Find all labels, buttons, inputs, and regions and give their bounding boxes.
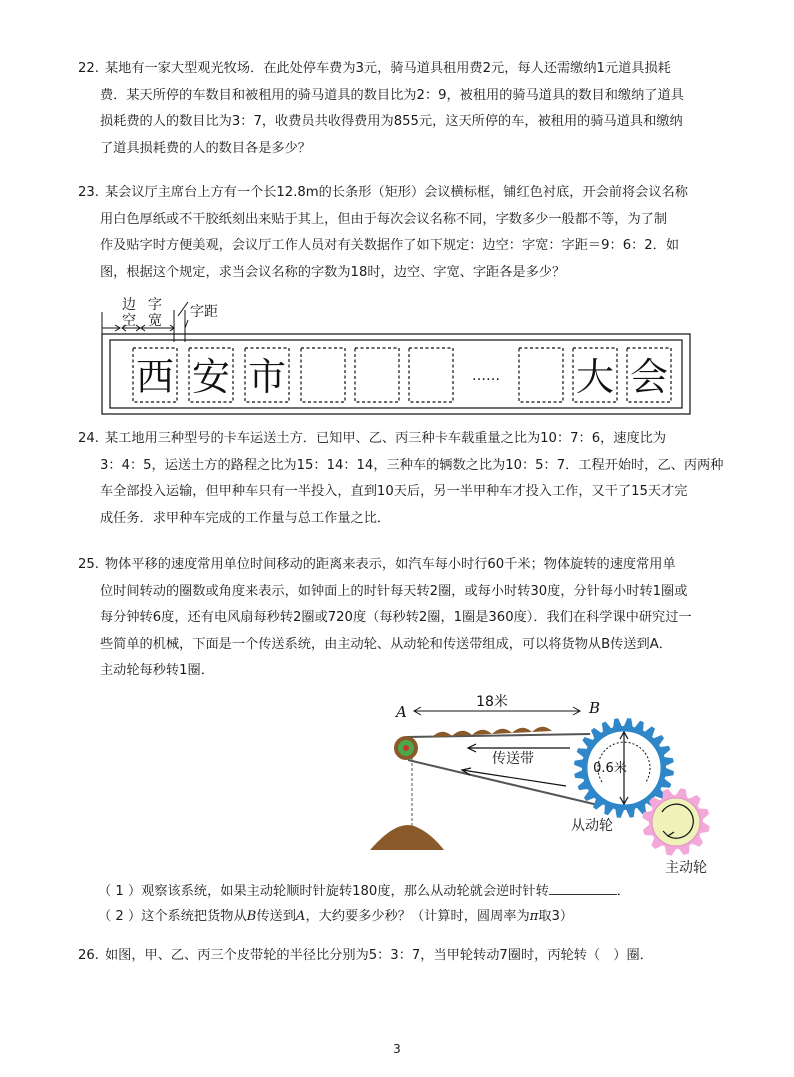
soil-pile — [370, 825, 444, 850]
problem-25-line-4: 些简单的机械，下面是一个传送系统，由主动轮、从动轮和传送带组成，可以将货物从B传送到A． — [100, 636, 672, 652]
problem-25 — [78, 552, 718, 685]
problem-24-line-4: 成任务．求甲种车完成的工作量与总工作量之比． — [100, 510, 391, 526]
label-b: B — [589, 699, 601, 717]
banner-ellipsis: …… — [472, 368, 500, 384]
problem-23-line-2: 用白色厚纸或不干胶纸刻出来贴于其上，但由于每次会议名称不同，字数多少一般都不等，为了制 — [100, 211, 668, 227]
banner-char-3: 市 — [247, 355, 287, 399]
dimension-lines — [102, 302, 188, 342]
problem-25-line-2: 位时间转动的圈数或角度来表示，如钟面上的时针每天转2圈，或每小时转30度，分针每小时转1圈或 — [100, 583, 688, 599]
label-a: A — [396, 703, 407, 721]
problem-24-line-3: 车全部投入运输，但甲种车只有一半投入，直到10天后，另一半甲种车才投入工作，又干了15天才完 — [100, 484, 688, 499]
label-kong: 空 — [122, 313, 136, 329]
problem-26-line-1: 26. 如图，甲、乙、丙三个皮带轮的半径比分别为5：3：7，当甲轮转动7圈时，丙轮转（ ）圈． — [78, 948, 653, 963]
page-number: 3 — [393, 1042, 401, 1056]
problem-22 — [78, 56, 718, 162]
dimension-labels — [122, 297, 218, 329]
problem-23-line-1: 23. 某会议厅主席台上方有一个长12.8m的长条形（矩形）会议横标框，铺红色衬底，开会前将会议名称 — [78, 185, 688, 200]
problem-number: 24. — [78, 431, 99, 446]
banner-char-1: 西 — [135, 355, 175, 399]
problem-24 — [78, 426, 724, 532]
char-box-7 — [519, 348, 563, 402]
pulley-a-axle — [403, 745, 409, 751]
belt-arrow-lower — [462, 770, 566, 786]
problem-22-line-3: 损耗费的人的数目比为3：7，收费员共收得费用为855元，这天所停的车，被租用的骑马道具和缴纳 — [100, 114, 683, 129]
problem-23-line-4: 图，根据这个规定，求当会议名称的字数为18时，边空、字宽、字距各是多少？ — [100, 264, 566, 280]
problem-25-line-1: 25. 物体平移的速度常用单位时间移动的距离来表示，如汽车每小时行60千米；物体旋转的速度常用单 — [78, 557, 676, 572]
label-ziju: 字距 — [190, 304, 218, 320]
problem-25-line-3: 每分钟转6度，还有电风扇每秒转2圈或720度（每秒转2圈，1圈是360度）．我们在科学课中研究过一 — [100, 610, 692, 625]
banner-chars — [136, 355, 668, 399]
problem-number: 25. — [78, 557, 99, 572]
char-box-4 — [301, 348, 345, 402]
label-bian: 边 — [122, 297, 136, 313]
label-kuan: 宽 — [148, 313, 162, 329]
problem-22-line-1: 22. 某地有一家大型观光牧场．在此处停车费为3元，骑马道具租用费2元，每人还需缴纳1元道具损耗 — [78, 61, 671, 76]
problem-number: 26. — [78, 948, 99, 963]
driving-wheel-label: 主动轮 — [665, 860, 707, 876]
problem-24-line-1: 24. 某工地用三种型号的卡车运送土方．已知甲、乙、丙三种卡车载重量之比为10：7：6，速度比为 — [78, 431, 667, 446]
problem-26 — [78, 943, 718, 970]
banner-char-2: 安 — [191, 355, 231, 399]
problem-25-question-2: （ 2 ）这个系统把货物从B传送到A，大约要多少秒？（计算时，圆周率为π取3） — [98, 909, 574, 924]
diameter-label: 0.6米 — [593, 761, 627, 776]
problem-23-line-3: 作及贴字时方便美观，会议厅工作人员对有关数据作了如下规定：边空：字宽：字距＝9：6：2．如 — [100, 238, 680, 253]
conveyor-figure — [370, 690, 730, 880]
problem-23 — [78, 180, 718, 286]
belt-label: 传送带 — [492, 751, 534, 767]
char-box-5 — [355, 348, 399, 402]
problem-25-question-1: （ 1 ）观察该系统，如果主动轮顺时针旋转180度，那么从动轮就会逆时针转 ． — [98, 880, 630, 903]
label-zi: 字 — [148, 297, 162, 313]
banner-figure — [96, 292, 696, 418]
char-box-6 — [409, 348, 453, 402]
driven-wheel-label: 从动轮 — [571, 818, 613, 834]
answer-blank[interactable] — [549, 880, 617, 895]
problem-number: 23. — [78, 185, 99, 200]
problem-22-line-2: 费．某天所停的车数目和被租用的骑马道具的数目比为2：9，被租用的骑马道具的数目和缴纳了道具 — [100, 87, 684, 103]
problem-24-line-2: 3：4：5，运送土方的路程之比为15：14：14，三种车的辆数之比为10：5：7．工程开始时，乙、丙两种 — [100, 457, 724, 473]
banner-char-5: 会 — [629, 355, 669, 399]
distance-label: 18米 — [476, 694, 508, 710]
problem-25-line-5: 主动轮每秒转1圈． — [100, 663, 214, 678]
banner-char-4: 大 — [575, 355, 615, 399]
problem-22-line-4: 了道具损耗费的人的数目各是多少？ — [100, 140, 311, 156]
problem-number: 22. — [78, 61, 99, 76]
